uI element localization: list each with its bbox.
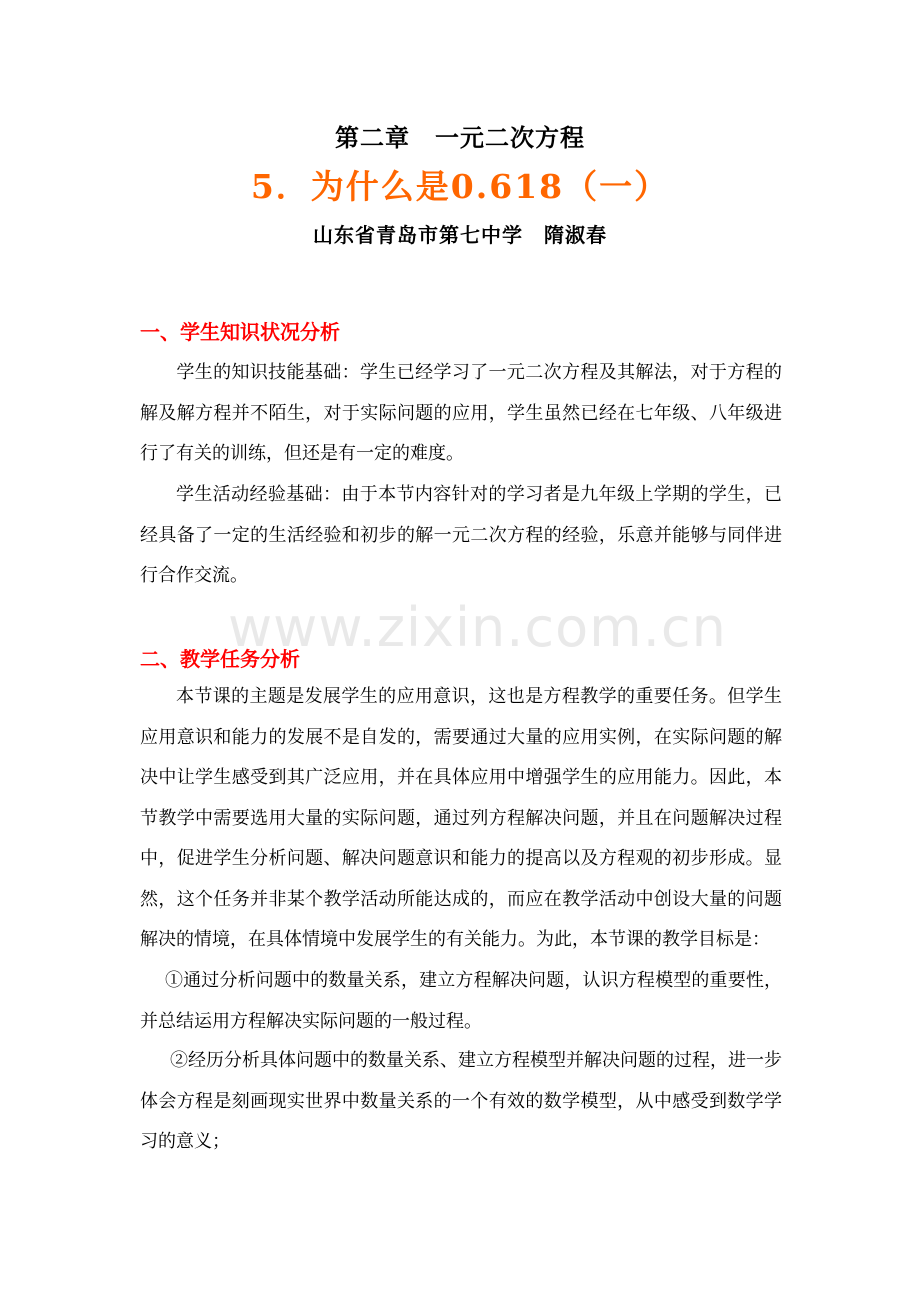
section-heading-student-analysis: 一、学生知识状况分析 xyxy=(140,320,340,344)
paragraph-goal-2: ②经历分析具体问题中的数量关系、建立方程模型并解决问题的过程，进一步体会方程是刻画现实世界中数量关系的一个有效的数学模型，从中感受到数学学习的意义； xyxy=(140,1050,782,1152)
section-heading-task-analysis: 二、教学任务分析 xyxy=(140,647,300,671)
chapter-title: 第二章 一元二次方程 xyxy=(335,123,585,152)
watermark: www.zixin.com.cn xyxy=(228,596,727,659)
paragraph-goal-1: ①通过分析问题中的数量关系，建立方程解决问题，认识方程模型的重要性，并总结运用方程解决实际问题的一般过程。 xyxy=(140,970,782,1032)
paragraph-knowledge-basis: 学生的知识技能基础：学生已经学习了一元二次方程及其解法，对于方程的解及解方程并不陌生，对于实际问题的应用，学生虽然已经在七年级、八年级进行了有关的训练，但还是有一定的难度。 xyxy=(140,362,782,464)
paragraph-activity-basis: 学生活动经验基础：由于本节内容针对的学习者是九年级上学期的学生，已经具备了一定的生活经验和初步的解一元二次方程的经验，乐意并能够与同伴进行合作交流。 xyxy=(140,484,782,586)
lesson-title: 5．为什么是0.618（一） xyxy=(250,167,670,206)
author-line: 山东省青岛市第七中学 隋淑春 xyxy=(313,223,607,247)
paragraph-lesson-theme: 本节课的主题是发展学生的应用意识，这也是方程教学的重要任务。但学生应用意识和能力的发展不是自发的，需要通过大量的应用实例，在实际问题的解决中让学生感受到其广泛应用，并在具体应用中增强学生的应用能力。因此，本节教学中需要选用大量的实际问题，通过列方程解决问题，并且在问题解决过程中，促进学生分析问题、解决问题意识和能力的提高以及方程观的初步形成。显然，这个任务并非某个教学活动所能达成的，而应在教学活动中创设大量的问题解决的情境，在具体情境中发展学生的有关能力。为此，本节课的教学目标是： xyxy=(140,686,782,950)
